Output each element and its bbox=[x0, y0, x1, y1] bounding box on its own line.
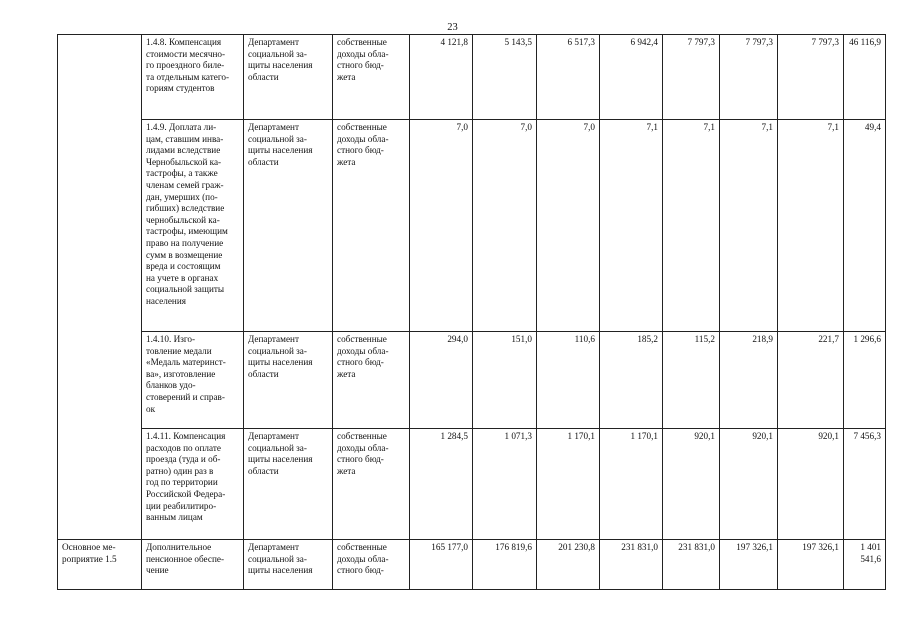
total-cell: 49,4 bbox=[844, 120, 886, 332]
value-cell: 197 326,1 bbox=[778, 540, 844, 590]
value-cell: 221,7 bbox=[778, 332, 844, 429]
value-cell: 165 177,0 bbox=[410, 540, 473, 590]
value-cell: 7,1 bbox=[778, 120, 844, 332]
value-cell: 1 284,5 bbox=[410, 429, 473, 540]
value-cell: 4 121,8 bbox=[410, 35, 473, 120]
table-row bbox=[58, 540, 886, 590]
department-cell: Департамент социальной за- щиты населения области bbox=[244, 120, 333, 332]
value-cell: 115,2 bbox=[663, 332, 720, 429]
table-row bbox=[58, 35, 886, 120]
value-cell: 7,1 bbox=[720, 120, 778, 332]
activity-name-cell: Дополнительное пенсионное обеспе- чение bbox=[142, 540, 244, 590]
total-cell: 1 401 541,6 bbox=[844, 540, 886, 590]
value-cell: 1 170,1 bbox=[600, 429, 663, 540]
value-cell: 6 942,4 bbox=[600, 35, 663, 120]
table-row bbox=[58, 120, 886, 332]
activity-name-cell: 1.4.10. Изго- товление медали «Медаль материнст- ва», изготовление бланков удо- стоверений и справ- ок bbox=[142, 332, 244, 429]
activity-name-cell: 1.4.9. Доплата ли- цам, ставшим инва- лидами вследствие Чернобыльской ка- тастрофы, а также членам семей граж- дан, умерших (по- гибших) вследствие чернобыльской ка- тастрофы, имеющим право на получение сумм в возмещение вреда и состоящим на учете в органах социальной защиты населения bbox=[142, 120, 244, 332]
value-cell: 7,0 bbox=[537, 120, 600, 332]
value-cell: 201 230,8 bbox=[537, 540, 600, 590]
total-cell: 7 456,3 bbox=[844, 429, 886, 540]
activity-name-cell: 1.4.11. Компенсация расходов по оплате проезда (туда и об- ратно) один раз в год по территории Российской Федера- ции реабилитиро- ванным лицам bbox=[142, 429, 244, 540]
value-cell: 920,1 bbox=[663, 429, 720, 540]
value-cell: 218,9 bbox=[720, 332, 778, 429]
value-cell: 7,1 bbox=[663, 120, 720, 332]
value-cell: 7,0 bbox=[410, 120, 473, 332]
total-cell: 46 116,9 bbox=[844, 35, 886, 120]
value-cell: 6 517,3 bbox=[537, 35, 600, 120]
budget-table bbox=[57, 34, 886, 590]
value-cell: 176 819,6 bbox=[473, 540, 537, 590]
value-cell: 5 143,5 bbox=[473, 35, 537, 120]
value-cell: 7 797,3 bbox=[663, 35, 720, 120]
value-cell: 197 326,1 bbox=[720, 540, 778, 590]
value-cell: 920,1 bbox=[720, 429, 778, 540]
value-cell: 1 170,1 bbox=[537, 429, 600, 540]
funding-source-cell: собственные доходы обла- стного бюд- жета bbox=[333, 332, 410, 429]
page-number: 23 bbox=[447, 22, 458, 33]
value-cell: 294,0 bbox=[410, 332, 473, 429]
department-cell: Департамент социальной за- щиты населения области bbox=[244, 35, 333, 120]
value-cell: 1 071,3 bbox=[473, 429, 537, 540]
value-cell: 7,1 bbox=[600, 120, 663, 332]
value-cell: 231 831,0 bbox=[663, 540, 720, 590]
funding-source-cell: собственные доходы обла- стного бюд- жета bbox=[333, 429, 410, 540]
value-cell: 7 797,3 bbox=[720, 35, 778, 120]
value-cell: 231 831,0 bbox=[600, 540, 663, 590]
table-row bbox=[58, 332, 886, 429]
value-cell: 7,0 bbox=[473, 120, 537, 332]
department-cell: Департамент социальной за- щиты населения области bbox=[244, 332, 333, 429]
funding-source-cell: собственные доходы обла- стного бюд- жета bbox=[333, 35, 410, 120]
main-activity-cell bbox=[58, 35, 142, 540]
department-cell: Департамент социальной за- щиты населения области bbox=[244, 429, 333, 540]
funding-source-cell: собственные доходы обла- стного бюд- жета bbox=[333, 120, 410, 332]
main-activity-cell: Основное ме- роприятие 1.5 bbox=[58, 540, 142, 590]
value-cell: 920,1 bbox=[778, 429, 844, 540]
table-row bbox=[58, 429, 886, 540]
funding-source-cell: собственные доходы обла- стного бюд- bbox=[333, 540, 410, 590]
value-cell: 110,6 bbox=[537, 332, 600, 429]
department-cell: Департамент социальной за- щиты населения bbox=[244, 540, 333, 590]
activity-name-cell: 1.4.8. Компенсация стоимости месячно- го проездного биле- та отдельным катего- гориям студентов bbox=[142, 35, 244, 120]
value-cell: 151,0 bbox=[473, 332, 537, 429]
value-cell: 7 797,3 bbox=[778, 35, 844, 120]
total-cell: 1 296,6 bbox=[844, 332, 886, 429]
value-cell: 185,2 bbox=[600, 332, 663, 429]
